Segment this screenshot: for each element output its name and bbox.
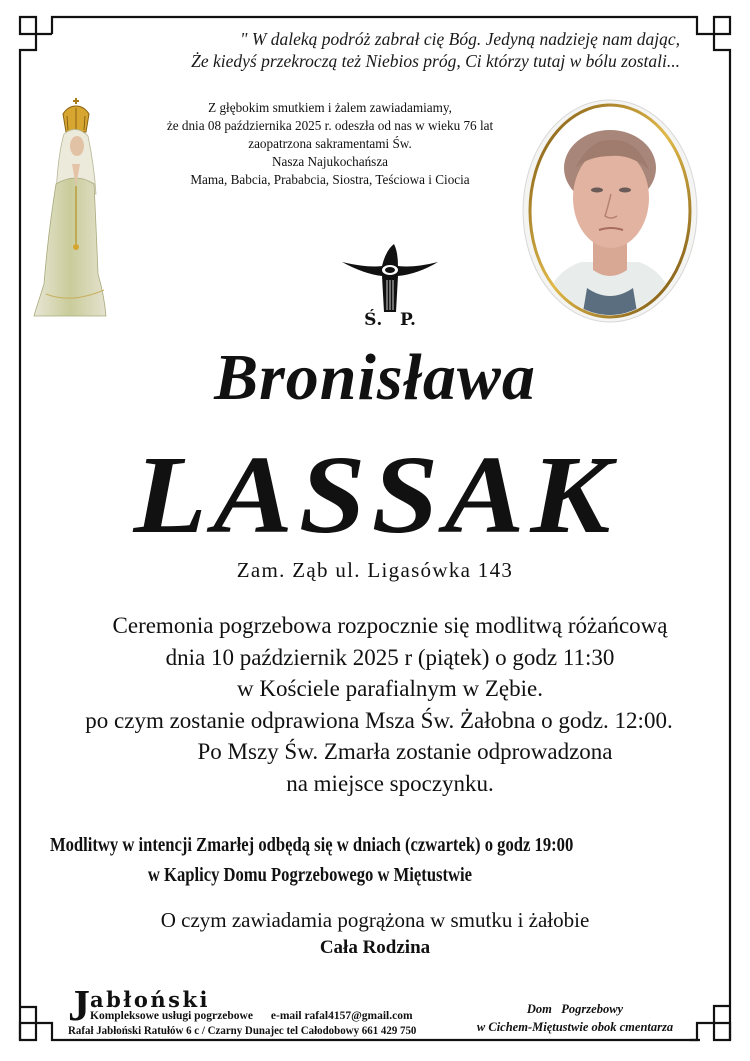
funeral-home-logo [68, 981, 438, 1030]
funeral-home-contact [68, 981, 438, 1037]
services-and-email [90, 1010, 413, 1022]
corner-ornament-bottom-left [20, 1023, 36, 1040]
cross-icon [338, 240, 442, 312]
home-line-1: Dom Pogrzebowy [526, 1002, 624, 1016]
intro-line: Z głębokim smutkiem i żalem zawiadamiamy, [208, 100, 452, 115]
address-phone: Rafał Jabłoński Ratułów 6 c / Czarny Dunajec tel Całodobowy 661 429 750 [68, 1025, 417, 1037]
poem-line-1: " W daleką podróż zabrał cię Bóg. Jedyną nadzieję nam dając, [240, 29, 680, 49]
prayer-line-2: w Kaplicy Domu Pogrzebowego w Miętustwie [147, 864, 473, 886]
crown-icon [63, 98, 89, 132]
opening-poem [30, 28, 680, 72]
intro-line: że dnia 08 października 2025 r. odeszła od nas w wieku 76 lat [166, 118, 494, 133]
prayer-line-1: Modlitwy w intencji Zmarłej odbędą się w dniach (czwartek) o godz 19:00 [49, 834, 574, 856]
closing-statement [0, 906, 750, 962]
corner-ornament-top-right [714, 17, 730, 34]
deceased-portrait [521, 98, 699, 324]
intro-line: zaopatrzona sakramentami Św. [248, 136, 412, 151]
sp-initials: Ś. P. [364, 310, 416, 330]
deceased-address: Zam. Ząb ul. Ligasówka 143 [236, 558, 514, 582]
cross-sp-emblem [338, 240, 442, 332]
ceremony-line: Po Mszy Św. Zmarła zostanie odprowadzona [197, 739, 613, 764]
logo-name: abłoński [90, 987, 210, 1012]
deceased-first-name: Bronisława [214, 341, 536, 414]
ceremony-line: na miejsce spoczynku. [286, 770, 494, 796]
prayer-details [40, 830, 588, 890]
intro-line: Nasza Najukochańsza [271, 154, 389, 169]
ceremony-details [40, 610, 740, 799]
ceremony-line: Ceremonia pogrzebowa rozpocznie się modlitwą różańcową [112, 613, 668, 638]
ceremony-line: po czym zostanie odprawiona Msza Św. Żałobna o godz. 12:00. [85, 707, 673, 733]
funeral-home-location [460, 1000, 690, 1036]
services-text: Kompleksowe usługi pogrzebowe [90, 1010, 253, 1022]
closing-line: O czym zawiadamia pogrążona w smutku i żałobie [160, 908, 590, 932]
poem-line-2: Że kiedyś przekroczą też Niebios próg, Ci którzy tutaj w bólu zostali... [191, 51, 680, 71]
ceremony-line: w Kościele parafialnym w Zębie. [237, 676, 543, 701]
home-line-2: w Cichem-Miętustwie obok cmentarza [476, 1020, 674, 1034]
logo-initial: J [68, 981, 90, 1030]
family-signature: Cała Rodzina [319, 937, 431, 958]
ceremony-line: dnia 10 październik 2025 r (piątek) o godz 11:30 [165, 644, 615, 670]
email-link[interactable]: e-mail rafal4157@gmail.com [270, 1010, 413, 1022]
deceased-last-name: LASSAK [133, 432, 617, 557]
corner-ornament-bottom-right [714, 1023, 730, 1040]
intro-line: Mama, Babcia, Prababcia, Siostra, Teściowa i Ciocia [190, 172, 470, 187]
announcement-intro [150, 99, 510, 189]
madonna-statue-image [26, 94, 116, 322]
